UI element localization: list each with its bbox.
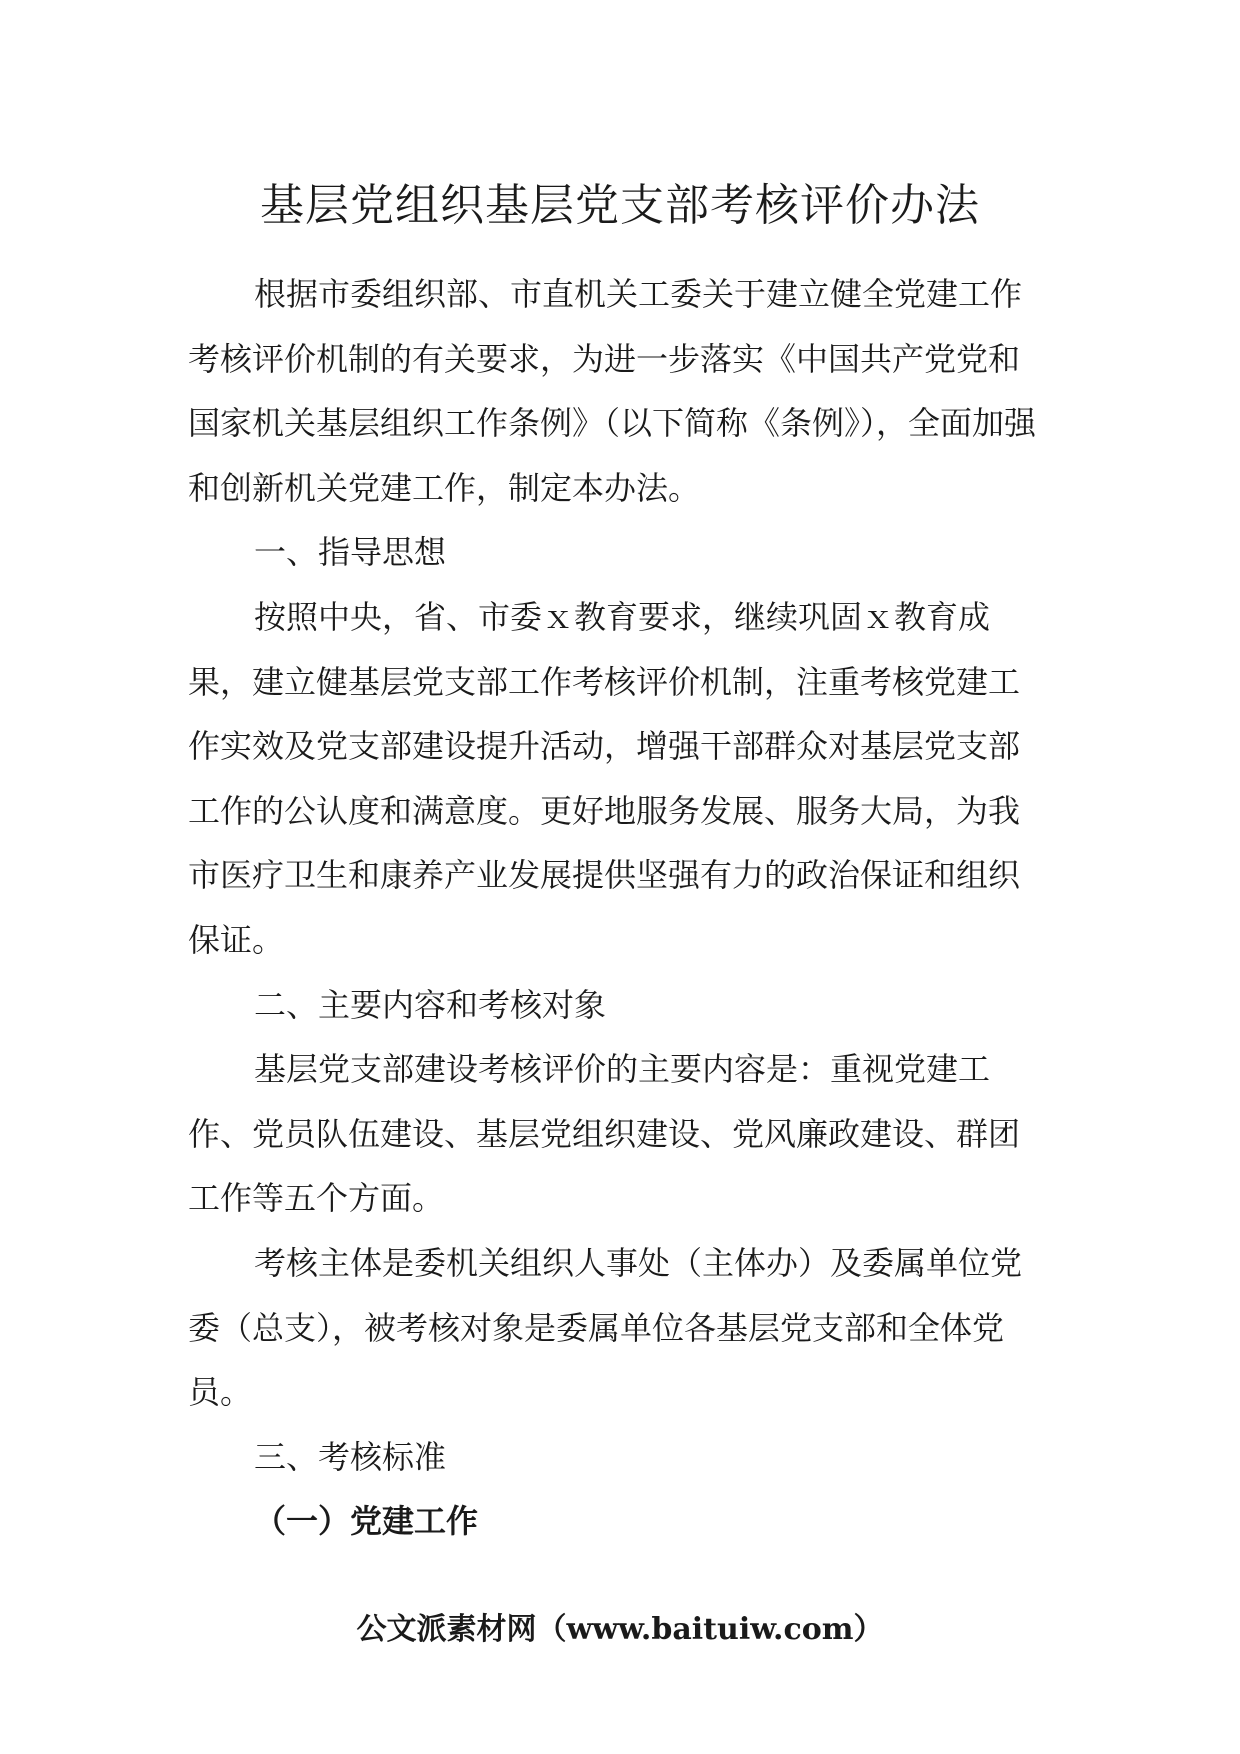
paragraph-guiding-ideology: 按照中央，省、市委ｘ教育要求，继续巩固ｘ教育成果，建立健基层党支部工作考核评价机制，注重考核党建工作实效及党支部建设提升活动，增强干部群众对基层党支部工作的公认度和满意度。更好地服务发展、服务大局，为我市医疗卫生和康养产业发展提供坚强有力的政治保证和组织保证。 xyxy=(188,597,1021,959)
section-heading-content-and-targets: 二、主要内容和考核对象 xyxy=(254,985,607,1024)
document-body xyxy=(188,262,1040,1554)
paragraph-assessment-subjects: 考核主体是委机关组织人事处（主体办）及委属单位党委（总支），被考核对象是委属单位各基层党支部和全体党员。 xyxy=(188,1243,1023,1412)
section-heading-assessment-standards: 三、考核标准 xyxy=(254,1437,447,1476)
subsection-heading-party-building: （一）党建工作 xyxy=(254,1502,479,1541)
document-title: 基层党组织基层党支部考核评价办法 xyxy=(260,180,980,231)
paragraph-intro: 根据市委组织部、市直机关工委关于建立健全党建工作考核评价机制的有关要求，为进一步落实《中国共产党党和国家机关基层组织工作条例》（以下简称《条例》），全面加强和创新机关党建工作，制定本办法。 xyxy=(188,275,1037,507)
paragraph-main-content: 基层党支部建设考核评价的主要内容是：重视党建工作、党员队伍建设、基层党组织建设、党风廉政建设、群团工作等五个方面。 xyxy=(188,1050,1021,1218)
footer-watermark-text: 公文派素材网（www.baituiw.com） xyxy=(356,1612,884,1647)
section-heading-guiding-ideology: 一、指导思想 xyxy=(254,533,447,572)
